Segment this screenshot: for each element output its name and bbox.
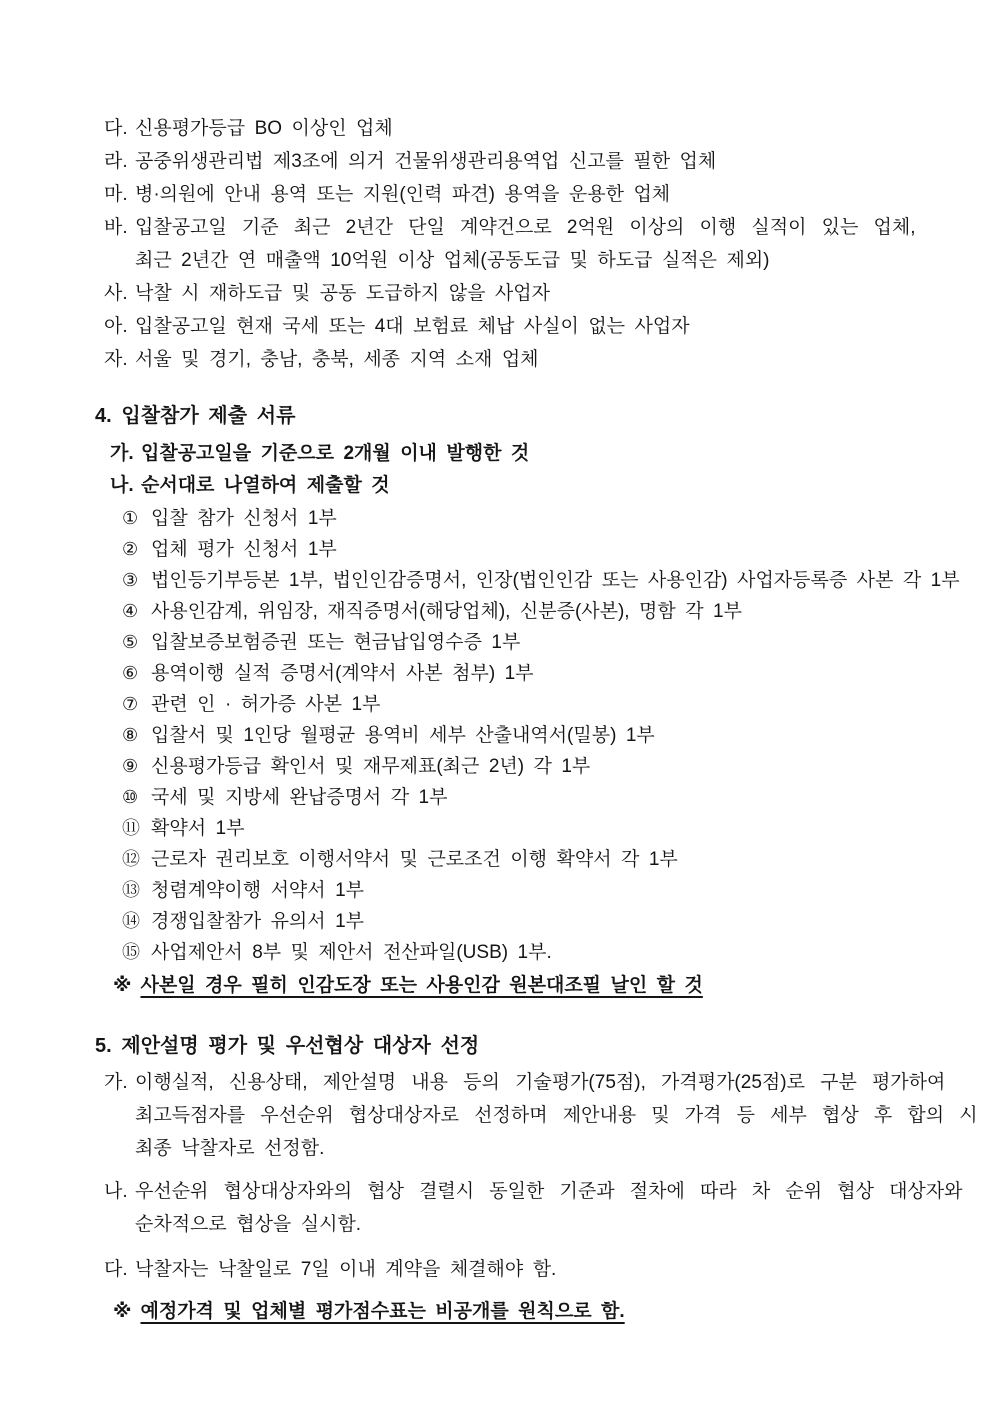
circled-number: ⑥	[122, 663, 139, 683]
document-item	[95, 596, 956, 627]
item-label: 가.	[110, 443, 134, 464]
document-item-text: 입찰보증보험증권 또는 현금납입영수증 1부	[151, 632, 521, 653]
note-text: 사본일 경우 필히 인감도장 또는 사용인감 원본대조필 날인 할 것	[140, 975, 703, 996]
item-label: 마.	[104, 184, 128, 205]
item-label: 가.	[104, 1072, 128, 1093]
section5-title: 5. 제안설명 평가 및 우선협상 대상자 선정	[95, 1035, 480, 1057]
document-item	[95, 906, 956, 937]
document-item	[95, 503, 956, 534]
paragraph-lines	[135, 1066, 978, 1165]
paragraph-line: 우선순위 협상대상자와의 협상 결렬시 동일한 기준과 절차에 따라 차 순위 협상 대상자와	[135, 1181, 963, 1202]
document-item-text: 청렴계약이행 서약서 1부	[151, 880, 365, 901]
item-text: 최근 2년간 연 매출액 10억원 이상 업체(공동도급 및 하도급 실적은 제외)	[135, 250, 770, 271]
reference-mark-icon: ※	[113, 1301, 132, 1322]
qualification-item	[95, 343, 956, 376]
document-item-text: 업체 평가 신청서 1부	[151, 539, 337, 560]
item-text: 신용평가등급 BO 이상인 업체	[135, 118, 393, 139]
reference-mark-icon: ※	[113, 975, 132, 996]
circled-number: ⑩	[122, 787, 139, 807]
document-item	[95, 751, 956, 782]
item-label: 자.	[104, 349, 128, 370]
item-label: 아.	[104, 316, 128, 337]
document-item	[95, 658, 956, 689]
copy-seal-note	[95, 969, 956, 1002]
document-item	[95, 875, 956, 906]
item-text: 순서대로 나열하여 제출할 것	[141, 475, 390, 496]
item-text: 서울 및 경기, 충남, 충북, 세종 지역 소재 업체	[135, 349, 539, 370]
paragraph-lines	[135, 1175, 963, 1241]
document-item	[95, 844, 956, 875]
paragraph-line: 최종 낙찰자로 선정함.	[135, 1138, 325, 1159]
circled-number: ⑨	[122, 756, 139, 776]
item-text: 입찰공고일을 기준으로 2개월 이내 발행한 것	[141, 443, 530, 464]
document-item	[95, 689, 956, 720]
item-label: 라.	[104, 151, 128, 172]
item-label: 사.	[104, 283, 128, 304]
evaluation-paragraph	[95, 1175, 963, 1241]
document-item-text: 사용인감계, 위임장, 재직증명서(해당업체), 신분증(사본), 명함 각 1부	[151, 601, 742, 622]
circled-number: ③	[122, 570, 139, 590]
item-text: 낙찰 시 재하도급 및 공동 도급하지 않을 사업자	[135, 283, 550, 304]
qualification-item-continuation	[95, 244, 956, 277]
circled-number: ⑪	[122, 818, 140, 838]
price-disclosure-note	[95, 1295, 956, 1328]
document-item-text: 관련 인 · 허가증 사본 1부	[151, 694, 381, 715]
document-item-text: 입찰서 및 1인당 월평균 용역비 세부 산출내역서(밀봉) 1부	[151, 725, 655, 746]
qualification-item	[95, 310, 956, 343]
document-item-text: 경쟁입찰참가 유의서 1부	[151, 911, 365, 932]
paragraph-line: 낙찰자는 낙찰일로 7일 이내 계약을 체결해야 함.	[135, 1259, 557, 1280]
document-item-text: 입찰 참가 신청서 1부	[151, 508, 337, 529]
document-item	[95, 782, 956, 813]
document-item-text: 사업제안서 8부 및 제안서 전산파일(USB) 1부.	[151, 942, 552, 963]
note-text: 예정가격 및 업체별 평가점수표는 비공개를 원칙으로 함.	[140, 1301, 625, 1322]
document-item	[95, 534, 956, 565]
section4-subitem	[95, 470, 956, 502]
section4-subitem	[95, 438, 956, 470]
circled-number: ②	[122, 539, 139, 559]
qualification-item	[95, 211, 956, 244]
circled-number: ⑫	[122, 849, 140, 869]
document-item	[95, 937, 956, 968]
qualification-item	[95, 178, 956, 211]
item-label: 다.	[104, 118, 128, 139]
document-item-text: 확약서 1부	[151, 818, 245, 839]
document-item	[95, 627, 956, 658]
document-list	[95, 503, 960, 968]
evaluation-paragraph	[95, 1066, 978, 1165]
item-text: 입찰공고일 현재 국세 또는 4대 보험료 체납 사실이 없는 사업자	[135, 316, 690, 337]
section4-subitems	[95, 438, 956, 502]
item-text: 병·의원에 안내 용역 또는 지원(인력 파견) 용역을 운용한 업체	[135, 184, 671, 205]
circled-number: ⑭	[122, 911, 140, 931]
qualification-item	[95, 112, 956, 145]
qualification-item	[95, 145, 956, 178]
section4-title: 4. 입찰참가 제출 서류	[95, 405, 296, 427]
circled-number: ①	[122, 508, 139, 528]
qualification-list	[95, 112, 956, 376]
circled-number: ⑧	[122, 725, 139, 745]
document-item	[95, 565, 960, 596]
document-item-text: 근로자 권리보호 이행서약서 및 근로조건 이행 확약서 각 1부	[151, 849, 678, 870]
section5-paragraphs	[95, 1066, 978, 1286]
document-item	[95, 720, 956, 751]
circled-number: ⑦	[122, 694, 139, 714]
item-label: 다.	[104, 1259, 128, 1280]
circled-number: ⑬	[122, 880, 140, 900]
circled-number: ⑤	[122, 632, 139, 652]
paragraph-line: 순차적으로 협상을 실시함.	[135, 1214, 362, 1235]
item-text: 공중위생관리법 제3조에 의거 건물위생관리용역업 신고를 필한 업체	[135, 151, 717, 172]
paragraph-lines	[135, 1253, 556, 1286]
paragraph-line: 최고득점자를 우선순위 협상대상자로 선정하며 제안내용 및 가격 등 세부 협상 후 합의 시	[135, 1105, 978, 1126]
evaluation-paragraph	[95, 1253, 956, 1286]
item-label: 나.	[104, 1181, 128, 1202]
item-text: 입찰공고일 기준 최근 2년간 단일 계약건으로 2억원 이상의 이행 실적이 있는 업체,	[135, 217, 916, 238]
document-item-text: 신용평가등급 확인서 및 재무제표(최근 2년) 각 1부	[151, 756, 591, 777]
document-item-text: 용역이행 실적 증명서(계약서 사본 첨부) 1부	[151, 663, 534, 684]
circled-number: ④	[122, 601, 139, 621]
document-item	[95, 813, 956, 844]
document-item-text: 법인등기부등본 1부, 법인인감증명서, 인장(법인인감 또는 사용인감) 사업자등록증 사본 각 1부	[151, 570, 960, 591]
qualification-item	[95, 277, 956, 310]
paragraph-line: 이행실적, 신용상태, 제안설명 내용 등의 기술평가(75점), 가격평가(25점)로 구분 평가하여	[135, 1072, 946, 1093]
document-item-text: 국세 및 지방세 완납증명서 각 1부	[151, 787, 448, 808]
circled-number: ⑮	[122, 942, 140, 962]
item-label: 나.	[110, 475, 134, 496]
item-label: 바.	[104, 217, 128, 238]
